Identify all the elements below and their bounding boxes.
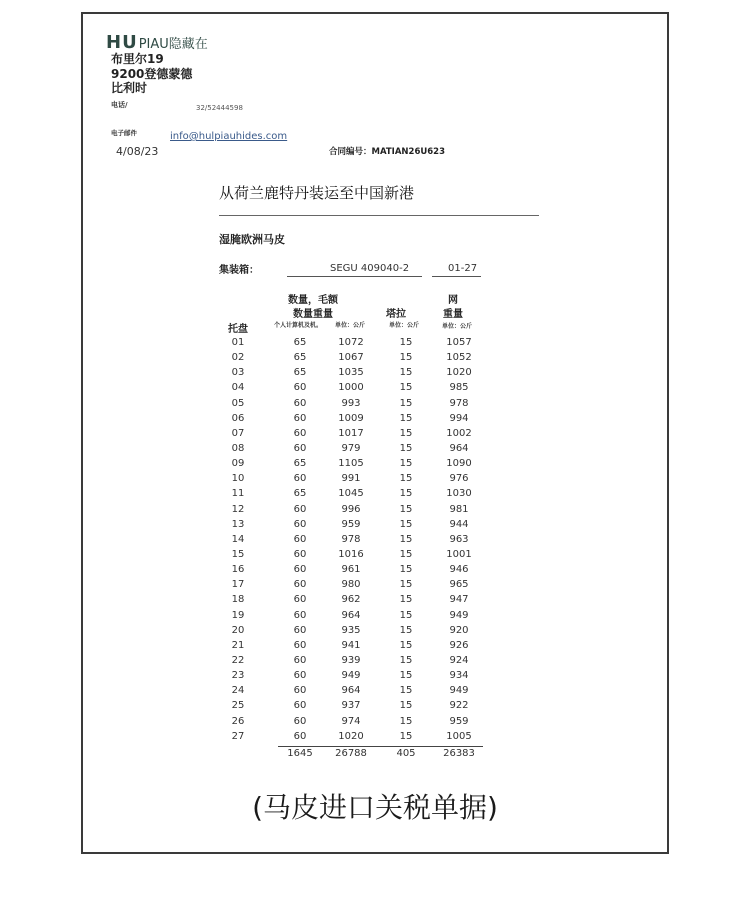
cell-net: 949 <box>449 609 469 621</box>
cell-tare: 15 <box>399 352 413 364</box>
cell-net: 949 <box>449 685 469 697</box>
document-caption: (马皮进口关税单据) <box>252 791 498 824</box>
cell-net: 1020 <box>446 367 472 379</box>
cell-gross: 1067 <box>338 352 364 364</box>
total-net: 26383 <box>443 748 475 759</box>
cell-pallet: 21 <box>231 639 245 651</box>
cell-net: 985 <box>449 382 469 394</box>
cell-net: 922 <box>449 700 469 712</box>
cell-tare: 15 <box>399 488 413 500</box>
cell-pallet: 22 <box>231 654 245 666</box>
cell-pallet: 12 <box>231 503 245 515</box>
cell-pallet: 03 <box>231 367 245 379</box>
container-date-rule <box>432 276 481 277</box>
cell-net: 944 <box>449 518 469 530</box>
cell-net: 1090 <box>446 458 472 470</box>
title-divider <box>219 215 539 216</box>
cell-gross: 1000 <box>338 382 364 394</box>
cell-tare: 15 <box>399 397 413 409</box>
cell-qty: 65 <box>293 488 307 500</box>
container-number-rule <box>287 276 422 277</box>
email-label: 电子邮件 <box>111 129 137 137</box>
cell-pallet: 10 <box>231 473 245 485</box>
cell-pallet: 27 <box>231 730 245 742</box>
cell-pallet: 02 <box>231 352 245 364</box>
cell-pallet: 04 <box>231 382 245 394</box>
logo-text: PIAU隐藏在 <box>138 37 208 52</box>
address-line-3: 比利时 <box>111 81 148 95</box>
header-qty-unit: 个人计算机及机。 <box>273 322 322 329</box>
cell-net: 981 <box>449 503 469 515</box>
cell-net: 963 <box>449 533 469 545</box>
cell-qty: 60 <box>293 427 307 439</box>
email-link[interactable]: info@hulpiauhides.com <box>170 131 288 142</box>
document-page <box>81 12 669 854</box>
cell-gross: 974 <box>341 715 361 727</box>
cell-gross: 1016 <box>338 548 364 560</box>
cell-net: 934 <box>449 670 469 682</box>
cell-tare: 15 <box>399 624 413 636</box>
cell-net: 1001 <box>446 548 472 560</box>
cell-net: 926 <box>449 639 469 651</box>
product-description: 湿腌欧洲马皮 <box>219 233 285 246</box>
cell-qty: 60 <box>293 442 307 454</box>
cell-gross: 1020 <box>338 730 364 742</box>
phone-value: 32/52444598 <box>196 104 243 112</box>
cell-net: 959 <box>449 715 469 727</box>
cell-qty: 60 <box>293 518 307 530</box>
cell-qty: 60 <box>293 564 307 576</box>
phone-label: 电话/ <box>111 101 128 109</box>
cell-pallet: 25 <box>231 700 245 712</box>
cell-tare: 15 <box>399 609 413 621</box>
cell-tare: 15 <box>399 412 413 424</box>
cell-pallet: 08 <box>231 442 245 454</box>
cell-tare: 15 <box>399 594 413 606</box>
cell-net: 947 <box>449 594 469 606</box>
cell-net: 1030 <box>446 488 472 500</box>
cell-tare: 15 <box>399 503 413 515</box>
cell-tare: 15 <box>399 442 413 454</box>
cell-net: 1005 <box>446 730 472 742</box>
cell-qty: 60 <box>293 412 307 424</box>
total-qty: 1645 <box>287 748 313 759</box>
header-tare: 塔拉 <box>386 309 406 320</box>
cell-pallet: 19 <box>231 609 245 621</box>
cell-gross: 993 <box>341 397 361 409</box>
cell-net: 920 <box>449 624 469 636</box>
cell-net: 976 <box>449 473 469 485</box>
cell-tare: 15 <box>399 579 413 591</box>
cell-tare: 15 <box>399 458 413 470</box>
cell-pallet: 20 <box>231 624 245 636</box>
cell-qty: 60 <box>293 654 307 666</box>
cell-pallet: 23 <box>231 670 245 682</box>
cell-gross: 961 <box>341 564 361 576</box>
cell-gross: 991 <box>341 473 361 485</box>
cell-net: 965 <box>449 579 469 591</box>
cell-tare: 15 <box>399 548 413 560</box>
cell-gross: 937 <box>341 700 361 712</box>
cell-gross: 949 <box>341 670 361 682</box>
cell-qty: 60 <box>293 503 307 515</box>
cell-tare: 15 <box>399 367 413 379</box>
address-line-2: 9200登德蒙德 <box>111 67 193 81</box>
cell-gross: 964 <box>341 609 361 621</box>
cell-tare: 15 <box>399 730 413 742</box>
cell-gross: 962 <box>341 594 361 606</box>
cell-pallet: 13 <box>231 518 245 530</box>
cell-tare: 15 <box>399 564 413 576</box>
container-label: 集装箱： <box>219 265 259 276</box>
cell-qty: 60 <box>293 685 307 697</box>
cell-pallet: 05 <box>231 397 245 409</box>
header-net-line1: 网 <box>448 295 458 306</box>
document-date: 4/08/23 <box>116 145 159 158</box>
cell-qty: 60 <box>293 609 307 621</box>
cell-qty: 60 <box>293 624 307 636</box>
cell-tare: 15 <box>399 654 413 666</box>
header-group-line2: 数量重量 <box>293 309 333 320</box>
header-net-unit: 单位：公斤 <box>441 323 472 330</box>
cell-pallet: 15 <box>231 548 245 560</box>
cell-qty: 60 <box>293 639 307 651</box>
header-group-line1: 数量，毛额 <box>288 295 338 306</box>
cell-qty: 65 <box>293 367 307 379</box>
cell-qty: 60 <box>293 548 307 560</box>
cell-qty: 60 <box>293 700 307 712</box>
cell-pallet: 09 <box>231 458 245 470</box>
cell-pallet: 26 <box>231 715 245 727</box>
cell-pallet: 18 <box>231 594 245 606</box>
cell-qty: 60 <box>293 473 307 485</box>
cell-gross: 980 <box>341 579 361 591</box>
cell-pallet: 24 <box>231 685 245 697</box>
cell-tare: 15 <box>399 533 413 545</box>
totals-divider <box>278 746 483 747</box>
cell-gross: 941 <box>341 639 361 651</box>
cell-qty: 65 <box>293 458 307 470</box>
header-pallet: 托盘 <box>228 324 248 335</box>
cell-qty: 60 <box>293 579 307 591</box>
cell-qty: 60 <box>293 533 307 545</box>
cell-net: 994 <box>449 412 469 424</box>
cell-gross: 1045 <box>338 488 364 500</box>
cell-tare: 15 <box>399 473 413 485</box>
cell-tare: 15 <box>399 639 413 651</box>
cell-qty: 65 <box>293 337 307 348</box>
cell-tare: 15 <box>399 337 413 348</box>
header-tare-unit: 单位：公斤 <box>388 322 419 329</box>
cell-qty: 65 <box>293 352 307 364</box>
container-number: SEGU 409040-2 <box>330 263 410 274</box>
cell-net: 946 <box>449 564 469 576</box>
cell-pallet: 01 <box>231 337 245 348</box>
header-net-line2: 重量 <box>443 309 463 320</box>
cell-net: 1052 <box>446 352 472 364</box>
cell-qty: 60 <box>293 397 307 409</box>
cell-tare: 15 <box>399 518 413 530</box>
cell-pallet: 17 <box>231 579 245 591</box>
cell-gross: 1105 <box>338 458 364 470</box>
cell-gross: 1035 <box>338 367 364 379</box>
cell-gross: 1017 <box>338 427 364 439</box>
total-tare: 405 <box>396 748 416 759</box>
container-date: 01-27 <box>448 263 478 274</box>
cell-gross: 979 <box>341 442 361 454</box>
cell-tare: 15 <box>399 382 413 394</box>
cell-pallet: 07 <box>231 427 245 439</box>
cell-net: 924 <box>449 654 469 666</box>
cell-qty: 60 <box>293 594 307 606</box>
cell-gross: 996 <box>341 503 361 515</box>
contract-number: 合同编号：MATIAN26U623 <box>329 147 446 157</box>
address-line-1: 布里尔19 <box>111 52 164 66</box>
cell-tare: 15 <box>399 700 413 712</box>
cell-qty: 60 <box>293 715 307 727</box>
cell-gross: 939 <box>341 654 361 666</box>
cell-gross: 964 <box>341 685 361 697</box>
document-title: 从荷兰鹿特丹装运至中国新港 <box>219 184 415 202</box>
cell-pallet: 06 <box>231 412 245 424</box>
cell-qty: 60 <box>293 382 307 394</box>
cell-pallet: 11 <box>231 488 245 500</box>
cell-gross: 935 <box>341 624 361 636</box>
cell-tare: 15 <box>399 685 413 697</box>
cell-tare: 15 <box>399 715 413 727</box>
total-gross: 26788 <box>335 748 367 759</box>
cell-net: 978 <box>449 397 469 409</box>
cell-gross: 1009 <box>338 412 364 424</box>
cell-tare: 15 <box>399 670 413 682</box>
cell-pallet: 16 <box>231 564 245 576</box>
cell-gross: 959 <box>341 518 361 530</box>
cell-net: 964 <box>449 442 469 454</box>
cell-qty: 60 <box>293 670 307 682</box>
company-logo <box>106 32 208 53</box>
cell-net: 1057 <box>446 337 472 348</box>
header-gross-unit: 单位：公斤 <box>334 322 365 329</box>
cell-net: 1002 <box>446 427 472 439</box>
cell-qty: 60 <box>293 730 307 742</box>
logo-mark: HU <box>106 32 138 53</box>
cell-gross: 1072 <box>338 337 364 348</box>
cell-gross: 978 <box>341 533 361 545</box>
cell-pallet: 14 <box>231 533 245 545</box>
cell-tare: 15 <box>399 427 413 439</box>
